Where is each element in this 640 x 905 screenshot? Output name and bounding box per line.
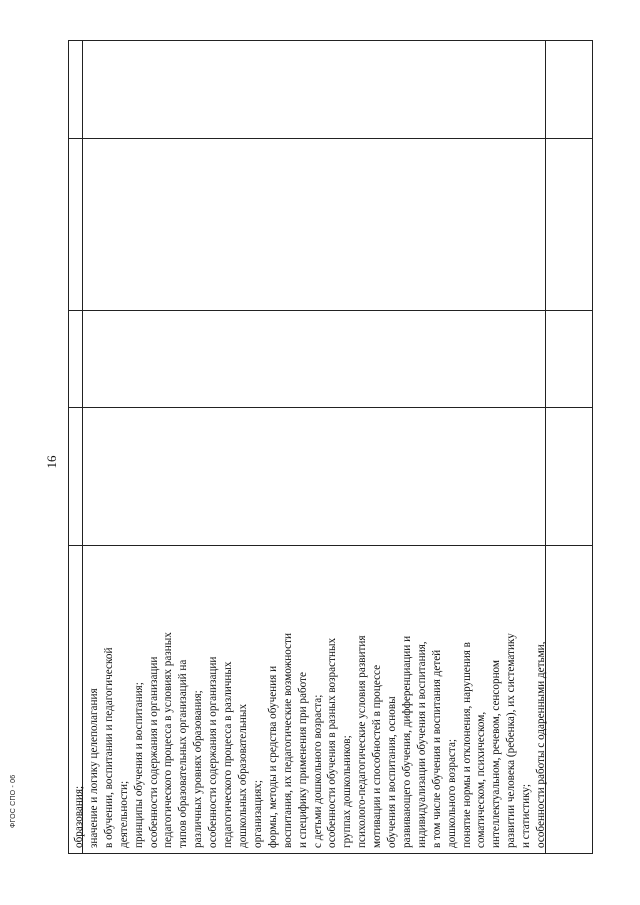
text-line: обучения и воспитания, основы (386, 696, 399, 848)
text-line: с детьми дошкольного возраста; (311, 694, 324, 848)
text-line: педагогического процесса в различных (222, 661, 235, 848)
text-line: группах дошкольников; (341, 735, 354, 848)
text-line: педагогического процесса в условиях разных (162, 632, 175, 848)
table-row-divider-2 (69, 310, 592, 311)
text-line: образования; (73, 785, 85, 848)
text-line: в обучении, воспитании и педагогической (102, 647, 115, 848)
text-line: деятельности; (117, 780, 130, 848)
text-line: различных уровнях образования; (192, 690, 205, 848)
text-line: дошкольного возраста; (445, 738, 458, 848)
document-footer-code: ФГОС СПО - 06 (10, 774, 17, 828)
competency-text-cell (70, 544, 548, 852)
table-row-divider-1 (69, 138, 592, 139)
text-line: типов образовательных организаций на (177, 659, 190, 848)
text-line: особенности содержания и организации (147, 656, 160, 848)
text-line: в том числе обучения и воспитания детей (430, 649, 443, 848)
text-line: воспитания, их педагогические возможности (281, 633, 294, 848)
text-line: и специфику применения при работе (296, 672, 309, 848)
text-line: дошкольных образовательных (236, 703, 249, 848)
text-line: индивидуализации обучения и воспитания, (415, 641, 428, 848)
text-line: особенности обучения в разных возрастных (326, 637, 339, 848)
text-line: интеллектуальном, речевом, сенсорном (490, 659, 503, 848)
text-line: особенности работы с одаренными детьми, (535, 641, 548, 848)
text-line: значение и логику целеполагания (87, 688, 100, 848)
text-line: особенности содержания и организации (207, 656, 220, 848)
text-line: и статистику; (520, 784, 533, 848)
text-line: развивающего обучения, дифференциации и (400, 635, 413, 848)
text-line: мотивации и способностей в процессе (371, 664, 384, 848)
text-line: принципы обучения и воспитания; (132, 682, 145, 848)
table-row-divider-3 (69, 407, 592, 408)
text-line: соматическом, психическом, (475, 711, 488, 848)
text-line: организациях; (251, 780, 264, 848)
text-line: формы, методы и средства обучения и (266, 665, 279, 848)
text-line: развитии человека (ребенка), их систематику (505, 633, 518, 848)
text-line: психолого-педагогические условия развития (356, 635, 369, 848)
page-number: 16 (44, 455, 59, 469)
text-line: понятие нормы и отклонения, нарушения в (460, 642, 473, 848)
